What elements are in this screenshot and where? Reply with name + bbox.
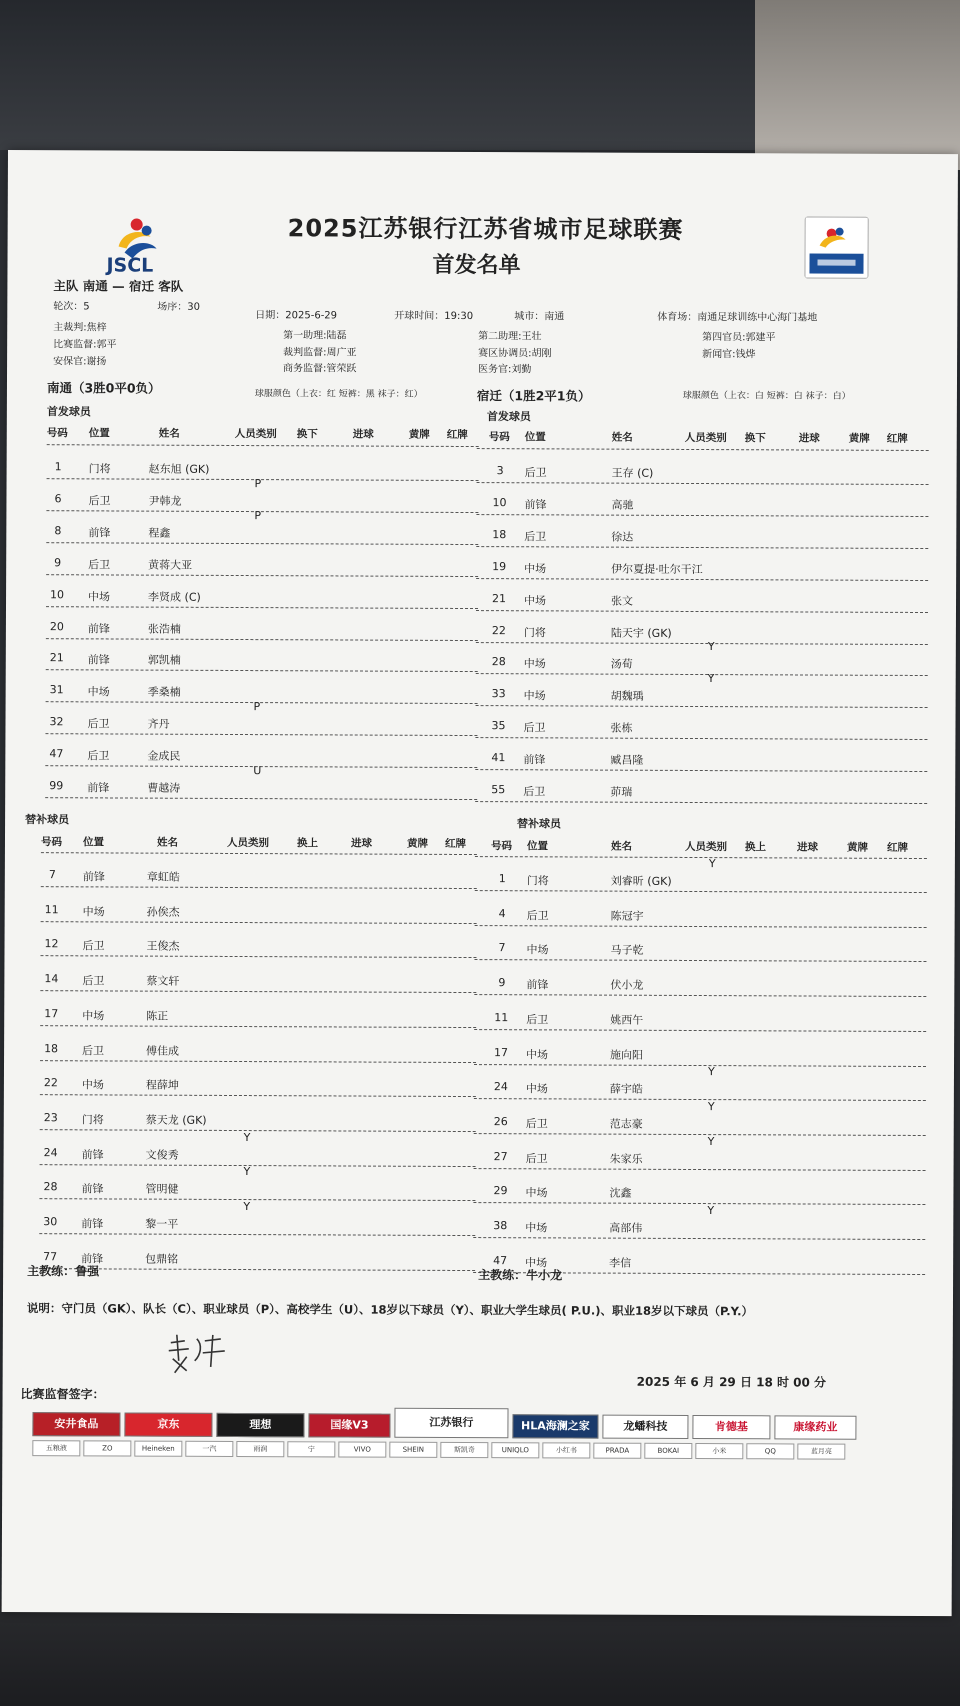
player-name: 范志豪: [609, 1117, 643, 1131]
player-category: Y: [707, 1099, 715, 1113]
column-header: 号码: [490, 840, 512, 853]
player-category: Y: [707, 672, 715, 686]
player-position: 中场: [524, 561, 547, 576]
player-position: 后卫: [524, 466, 547, 480]
row-divider: [475, 737, 927, 740]
player-position: 前锋: [87, 621, 110, 635]
player-name: 王存 (C): [611, 466, 654, 480]
row-divider: [476, 514, 928, 517]
sponsor-logo: 理想: [216, 1413, 304, 1437]
player-number: 7: [48, 868, 56, 882]
player-name: 尹韩龙: [148, 494, 182, 508]
sponsor-logo-small: 雨润: [236, 1441, 284, 1457]
sponsor-logo: 国缘V3: [308, 1413, 390, 1437]
row-divider: [476, 642, 928, 645]
player-number: 21: [492, 591, 507, 605]
player-number: 99: [49, 779, 64, 793]
column-header: 位置: [526, 840, 548, 853]
player-category: Y: [243, 1200, 251, 1214]
player-name: 臧昌隆: [610, 753, 644, 767]
column-header: 换上: [296, 837, 319, 850]
row-divider: [477, 448, 929, 451]
player-position: 后卫: [526, 1013, 549, 1027]
player-position: 前锋: [81, 1217, 104, 1231]
player-name: 伊尔夏提·吐尔干江: [611, 562, 703, 576]
player-name: 蔡文轩: [146, 974, 180, 988]
player-number: 8: [54, 524, 62, 538]
row-divider: [46, 606, 478, 609]
player-name: 陆天宇 (GK): [610, 626, 672, 640]
player-position: 前锋: [81, 1182, 104, 1196]
player-number: 27: [493, 1149, 508, 1163]
player-number: 17: [44, 1006, 59, 1021]
player-number: 1: [498, 872, 506, 886]
row-divider: [474, 1133, 926, 1136]
away-record: 宿迁（1胜2平1负）: [476, 388, 591, 404]
player-position: 前锋: [81, 1252, 104, 1266]
player-name: 陈正: [146, 1009, 169, 1023]
player-name: 沈鑫: [609, 1186, 632, 1201]
player-number: 14: [44, 972, 59, 986]
player-name: 刘睿昕 (GK): [610, 874, 672, 888]
sponsor-logo-small: 小米: [695, 1443, 743, 1459]
teams-line: 主队 南通 — 宿迁 客队: [53, 278, 184, 294]
legend-note: 说明：守门员（GK）、队长（C）、职业球员（P）、高校学生（U）、18岁以下球员（Y）、职业大学生球员( P.U.)、职业18岁以下球员（P.Y.）: [26, 1301, 754, 1319]
column-header: 进球: [350, 837, 373, 850]
match-date: 日期：2025-6-29: [255, 310, 338, 322]
player-position: 后卫: [525, 1117, 548, 1131]
column-header: 进球: [798, 432, 820, 445]
sponsor-logo-small: ZO: [83, 1440, 131, 1456]
player-number: 10: [50, 587, 65, 601]
player-position: 中场: [526, 943, 549, 957]
player-name: 茆瑞: [610, 785, 633, 799]
player-number: 24: [43, 1145, 58, 1159]
row-divider: [40, 1060, 476, 1063]
player-number: 7: [498, 941, 506, 955]
row-divider: [46, 510, 478, 513]
column-header: 进球: [352, 428, 374, 441]
player-name: 程鑫: [148, 526, 171, 540]
player-name: 季桑楠: [147, 685, 181, 700]
column-header: 黄牌: [846, 841, 868, 854]
stadium: 体育场：南通足球训练中心海门基地: [657, 311, 818, 324]
referee: 主裁判:焦梓: [53, 322, 107, 334]
sponsor-logo: 康缘药业: [774, 1415, 856, 1439]
sponsor-logo-small: QQ: [746, 1443, 794, 1459]
row-divider: [46, 574, 478, 577]
row-divider: [39, 1233, 475, 1236]
player-position: 前锋: [88, 526, 111, 540]
player-position: 中场: [524, 593, 547, 607]
sponsor-logo-small: BOKAI: [644, 1443, 692, 1459]
row-divider: [473, 1202, 925, 1205]
column-header: 进球: [796, 841, 818, 854]
row-divider: [46, 670, 478, 673]
player-number: 77: [43, 1249, 58, 1263]
row-divider: [475, 801, 927, 804]
player-number: 11: [494, 1010, 509, 1024]
home-coach: 主教练：鲁强: [27, 1264, 100, 1279]
row-divider: [46, 701, 478, 704]
row-divider: [39, 1268, 475, 1271]
window-background: [755, 0, 960, 170]
player-position: 门将: [88, 462, 111, 476]
player-number: 47: [493, 1253, 508, 1267]
player-position: 前锋: [87, 781, 110, 795]
player-name: 齐丹: [147, 717, 170, 731]
player-name: 王俊杰: [146, 940, 180, 954]
player-number: 4: [498, 906, 506, 920]
column-header: 号码: [46, 427, 68, 440]
player-name: 包鼎铭: [145, 1252, 179, 1266]
player-name: 伏小龙: [610, 978, 644, 992]
player-number: 30: [43, 1215, 58, 1229]
player-category: Y: [707, 1134, 715, 1148]
press-officer: 新闻官:钱烨: [702, 349, 756, 361]
row-divider: [41, 886, 477, 889]
sponsor-logo-small: VIVO: [338, 1441, 386, 1457]
player-position: 后卫: [82, 974, 105, 988]
game-no: 场序：30: [157, 301, 201, 313]
row-divider: [45, 797, 477, 800]
row-divider: [475, 890, 927, 893]
player-category: Y: [708, 857, 716, 871]
player-name: 郭凯楠: [147, 654, 181, 668]
player-name: 李贤成 (C): [148, 590, 201, 604]
player-position: 中场: [82, 1009, 105, 1023]
away-subs-label: 替补球员: [517, 817, 562, 831]
player-number: 29: [493, 1184, 508, 1198]
sponsor-logo: 江苏银行: [394, 1408, 508, 1438]
sponsor-logo: HLA海澜之家: [512, 1414, 598, 1438]
assistant-referee-2: 第二助理:王壮: [478, 331, 542, 343]
player-number: 11: [44, 902, 59, 916]
player-number: 22: [491, 623, 506, 637]
assistant-referee-1: 第一助理:陆磊: [283, 330, 347, 342]
row-divider: [476, 546, 928, 549]
player-name: 曹越涛: [147, 781, 181, 795]
fourth-official: 第四官员:郭建平: [702, 332, 776, 344]
home-record: 南通（3胜0平0负）: [46, 380, 161, 396]
player-name: 黄蒋大亚: [148, 558, 193, 572]
row-divider: [47, 444, 479, 447]
player-position: 前锋: [81, 1147, 104, 1162]
page-subtitle: 首发名单: [432, 252, 521, 279]
row-divider: [477, 482, 929, 485]
player-position: 后卫: [82, 1043, 105, 1057]
row-divider: [475, 769, 927, 772]
home-subs-label: 替补球员: [25, 813, 70, 827]
row-divider: [474, 1064, 926, 1067]
row-divider: [40, 956, 476, 959]
player-number: 6: [54, 492, 62, 506]
sponsor-logo: 京东: [124, 1413, 212, 1437]
row-divider: [474, 994, 926, 997]
player-number: 17: [494, 1045, 509, 1059]
player-category: Y: [707, 1065, 715, 1079]
player-position: 后卫: [524, 530, 547, 544]
column-header: 红牌: [886, 841, 908, 854]
column-header: 换下: [296, 428, 318, 441]
column-header: 换上: [744, 841, 766, 854]
player-name: 李信: [609, 1256, 632, 1270]
sponsor-logo-small: 五粮液: [32, 1440, 80, 1456]
player-position: 中场: [525, 1186, 548, 1200]
player-name: 高驰: [611, 498, 634, 512]
player-name: 胡魏瑀: [610, 689, 644, 704]
home-starters-label: 首发球员: [46, 405, 91, 419]
round: 轮次：5: [53, 301, 90, 313]
player-position: 中场: [523, 657, 546, 671]
row-divider: [473, 1237, 925, 1240]
player-name: 傅佳成: [146, 1044, 180, 1058]
kickoff-time: 开球时间：19:30: [394, 310, 474, 323]
player-category: P: [253, 700, 261, 714]
row-divider: [46, 638, 478, 641]
player-number: 10: [492, 496, 507, 510]
player-position: 后卫: [526, 908, 549, 923]
row-divider: [475, 925, 927, 928]
column-header: 黄牌: [408, 428, 430, 441]
row-divider: [41, 921, 477, 924]
column-header: 黄牌: [406, 837, 429, 850]
row-divider: [45, 733, 477, 736]
security-officer: 安保官:谢扬: [53, 356, 107, 368]
player-position: 中场: [87, 685, 110, 699]
player-name: 金成民: [147, 749, 181, 763]
column-header: 黄牌: [848, 432, 870, 445]
row-divider: [474, 959, 926, 962]
column-header: 姓名: [611, 431, 633, 444]
player-position: 中场: [88, 589, 111, 604]
match-supervisor: 比赛监督:郭平: [53, 339, 117, 351]
column-header: 人员类别: [234, 427, 277, 441]
row-divider: [40, 1129, 476, 1132]
player-position: 后卫: [523, 785, 546, 799]
player-name: 高部伟: [609, 1221, 643, 1235]
player-name: 张浩楠: [147, 622, 181, 636]
league-badge-icon: [805, 217, 867, 277]
player-number: 26: [493, 1115, 508, 1129]
player-position: 中场: [525, 1255, 548, 1270]
sponsor-logo: 龙蟠科技: [602, 1415, 688, 1439]
jscl-logo-text: JSCL: [106, 254, 154, 277]
player-category: Y: [243, 1130, 251, 1144]
player-number: 47: [49, 747, 64, 761]
jscl-logo: [102, 210, 172, 280]
player-number: 12: [44, 937, 59, 951]
row-divider: [41, 852, 477, 855]
sponsor-logo: 安井食品: [32, 1412, 120, 1436]
player-position: 门将: [526, 874, 549, 888]
away-coach: 主教练：牛小龙: [478, 1268, 563, 1283]
player-number: 20: [49, 619, 64, 633]
sponsor-logo-small: 斯凯奇: [440, 1442, 488, 1458]
player-number: 31: [49, 683, 64, 697]
column-header: 红牌: [446, 428, 468, 442]
column-header: 位置: [82, 836, 105, 849]
player-name: 管明健: [145, 1182, 179, 1197]
player-category: Y: [243, 1165, 251, 1179]
column-header: 号码: [488, 431, 510, 444]
player-position: 后卫: [525, 1151, 548, 1165]
league-badge: [804, 216, 868, 278]
player-position: 中场: [525, 1082, 548, 1096]
row-divider: [476, 673, 928, 676]
row-divider: [476, 705, 928, 708]
row-divider: [46, 542, 478, 545]
sponsor-logo-small: 蓝月亮: [797, 1443, 845, 1459]
sponsor-logo-small: SHEIN: [389, 1442, 437, 1458]
player-position: 前锋: [526, 978, 549, 992]
signature-time: 2025 年 6 月 29 日 18 时 00 分: [636, 1374, 827, 1390]
home-kit: 球服颜色（上衣：红 短裤：黑 袜子：红）: [254, 389, 423, 400]
player-number: 9: [498, 976, 506, 990]
sponsor-logo: 肯德基: [692, 1415, 770, 1439]
player-category: U: [253, 764, 262, 778]
player-name: 徐达: [611, 530, 634, 544]
player-position: 中场: [82, 905, 105, 919]
player-number: 1: [54, 460, 62, 474]
player-number: 55: [491, 783, 506, 797]
player-name: 赵东旭 (GK): [148, 462, 210, 476]
column-header: 姓名: [610, 840, 632, 853]
player-name: 章虹皓: [146, 870, 180, 884]
player-name: 薛宇皓: [609, 1082, 643, 1096]
player-number: 28: [43, 1180, 58, 1194]
player-number: 23: [43, 1111, 58, 1125]
player-number: 22: [43, 1076, 58, 1090]
row-divider: [40, 1094, 476, 1097]
player-position: 后卫: [87, 717, 110, 731]
medical-officer: 医务官:刘勤: [478, 364, 532, 376]
player-position: 中场: [526, 1047, 549, 1061]
player-position: 门将: [523, 625, 546, 639]
player-number: 28: [491, 655, 506, 669]
column-header: 号码: [40, 836, 63, 849]
player-position: 后卫: [87, 749, 110, 763]
away-starters-label: 首发球员: [486, 410, 531, 424]
player-number: 21: [49, 651, 64, 665]
player-position: 中场: [81, 1078, 104, 1092]
column-header: 红牌: [886, 432, 908, 445]
player-category: Y: [707, 640, 715, 654]
sponsor-logo-small: Heineken: [134, 1441, 182, 1457]
player-name: 张文: [611, 594, 634, 608]
player-position: 后卫: [523, 721, 546, 735]
column-header: 人员类别: [684, 840, 727, 854]
player-name: 张栋: [610, 721, 633, 735]
player-category: P: [254, 476, 262, 490]
player-name: 施向阳: [610, 1048, 644, 1062]
column-header: 人员类别: [226, 836, 270, 850]
venue-coordinator: 赛区协调员:胡刚: [478, 348, 552, 360]
player-position: 前锋: [524, 498, 547, 512]
sponsor-logo-small: UNIQLO: [491, 1442, 539, 1458]
player-name: 马子乾: [610, 944, 644, 958]
player-position: 后卫: [88, 494, 111, 508]
commercial-supervisor: 商务监督:管荣跃: [283, 363, 357, 375]
player-number: 18: [44, 1041, 59, 1055]
row-divider: [474, 1168, 926, 1171]
column-header: 位置: [524, 431, 546, 444]
column-header: 位置: [88, 427, 110, 440]
player-position: 中场: [525, 1221, 548, 1235]
player-name: 蔡天龙 (GK): [145, 1113, 207, 1127]
player-position: 门将: [81, 1113, 104, 1127]
row-divider: [475, 856, 927, 859]
row-divider: [474, 1029, 926, 1032]
player-number: 9: [54, 555, 62, 569]
player-name: 孙俟杰: [146, 905, 180, 919]
column-header: 人员类别: [684, 431, 727, 445]
player-number: 35: [491, 719, 506, 733]
player-number: 32: [49, 715, 64, 729]
signature-label: 比赛监督签字：: [20, 1387, 105, 1402]
player-name: 文俊秀: [145, 1148, 179, 1162]
sponsor-logo-small: PRADA: [593, 1443, 641, 1459]
page-title: 2025江苏银行江苏省城市足球联赛: [287, 214, 684, 244]
player-name: 朱家乐: [609, 1152, 643, 1166]
player-position: 后卫: [88, 558, 111, 572]
row-divider: [39, 1198, 475, 1201]
player-number: 41: [491, 751, 506, 765]
row-divider: [476, 578, 928, 581]
desk-edge: [0, 1600, 960, 1706]
city: 城市：南通: [514, 311, 565, 323]
sponsor-logo-small: 一汽: [185, 1441, 233, 1457]
column-header: 红牌: [444, 837, 467, 851]
row-divider: [40, 990, 476, 993]
row-divider: [40, 1025, 476, 1028]
sponsor-logo-small: 宁: [287, 1441, 335, 1457]
player-number: 19: [492, 559, 507, 573]
column-header: 换下: [744, 432, 766, 445]
referee-assessor: 裁判监督:周广亚: [283, 347, 357, 359]
player-name: 姚西午: [610, 1013, 644, 1027]
player-position: 前锋: [82, 870, 105, 884]
player-number: 24: [493, 1080, 508, 1094]
column-header: 姓名: [156, 836, 179, 849]
player-name: 汤荀: [610, 658, 633, 672]
sponsor-logo-small: 小红书: [542, 1442, 590, 1458]
player-number: 3: [496, 464, 504, 478]
player-category: Y: [707, 1204, 715, 1218]
lineup-sheet: [2, 150, 958, 1616]
column-header: 姓名: [158, 427, 180, 440]
row-divider: [476, 610, 928, 613]
player-position: 中场: [523, 689, 546, 703]
player-position: 前锋: [523, 753, 546, 767]
player-name: 黎一平: [145, 1217, 179, 1231]
away-kit: 球服颜色（上衣：白 短裤：白 袜子：白）: [682, 390, 851, 402]
row-divider: [40, 1164, 476, 1167]
player-number: 18: [492, 527, 507, 541]
player-name: 陈冠宇: [610, 909, 644, 923]
player-position: 前锋: [87, 653, 110, 667]
player-name: 程薛坤: [145, 1078, 179, 1092]
handwritten-signature: [163, 1331, 233, 1381]
player-number: 33: [491, 687, 506, 701]
row-divider: [474, 1098, 926, 1101]
player-position: 后卫: [82, 939, 105, 953]
player-category: P: [254, 508, 262, 522]
player-number: 38: [493, 1219, 508, 1233]
row-divider: [47, 478, 479, 481]
